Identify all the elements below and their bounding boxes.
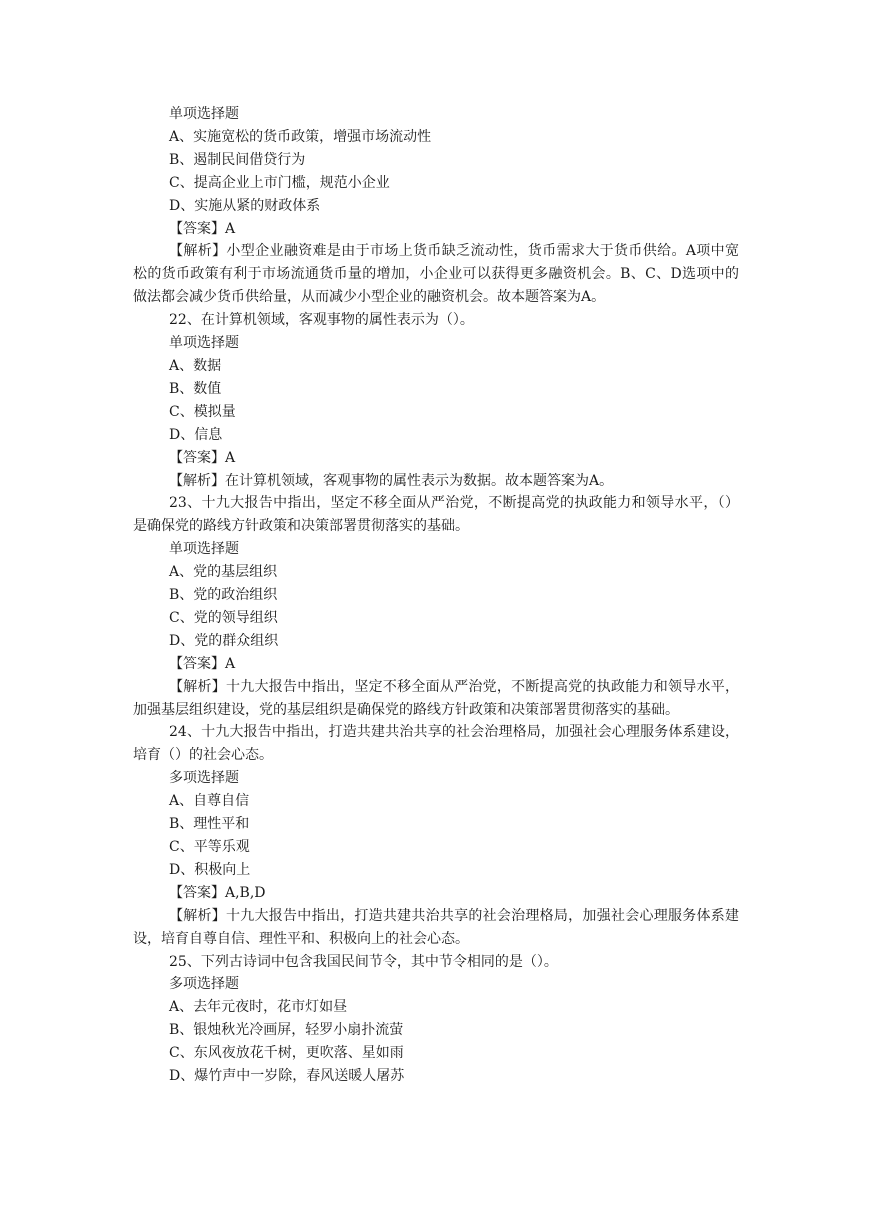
option-d: D、实施从紧的财政体系 (169, 197, 321, 214)
option-c: C、模拟量 (169, 403, 236, 420)
option-a: A、去年元夜时，花市灯如昼 (169, 999, 348, 1016)
question-type: 单项选择题 (169, 541, 239, 558)
option-c: C、东风夜放花千树，更吹落、星如雨 (169, 1045, 404, 1062)
question-type: 多项选择题 (169, 976, 239, 993)
question-24 (133, 721, 739, 950)
question-25 (133, 951, 739, 1088)
option-b: B、党的政治组织 (169, 587, 278, 604)
option-b: B、理性平和 (169, 816, 250, 833)
analysis: 【解析】十九大报告中指出，打造共建共治共享的社会治理格局，加强社会心理服务体系建设，培育自尊自信、理性平和、积极向上的社会心态。 (133, 907, 739, 947)
answer: 【答案】A (169, 655, 236, 672)
option-a: A、数据 (169, 357, 222, 374)
answer: 【答案】A,B,D (169, 884, 266, 901)
answer: 【答案】A (169, 220, 236, 237)
question-type: 多项选择题 (169, 770, 239, 787)
option-b: B、数值 (169, 380, 222, 397)
option-a: A、自尊自信 (169, 793, 250, 810)
option-b: B、遏制民间借贷行为 (169, 151, 306, 168)
question-21 (133, 103, 739, 309)
option-d: D、信息 (169, 426, 223, 443)
question-stem: 24、十九大报告中指出，打造共建共治共享的社会治理格局，加强社会心理服务体系建设，培育（）的社会心态。 (133, 724, 739, 764)
question-stem: 25、下列古诗词中包含我国民间节令，其中节令相同的是（）。 (169, 953, 558, 970)
option-a: A、实施宽松的货币政策，增强市场流动性 (169, 128, 432, 145)
question-stem: 22、在计算机领域，客观事物的属性表示为（）。 (169, 312, 474, 329)
option-a: A、党的基层组织 (169, 564, 278, 581)
analysis: 【解析】小型企业融资难是由于市场上货币缺乏流动性，货币需求大于货币供给。A项中宽松的货币政策有利于市场流通货币量的增加，小企业可以获得更多融资机会。B、C、D选项中的做法都会减少货币供给量，从而减少小型企业的融资机会。故本题答案为A。 (133, 243, 739, 306)
option-d: D、党的群众组织 (169, 632, 279, 649)
option-c: C、平等乐观 (169, 839, 250, 855)
option-d: D、积极向上 (169, 861, 251, 878)
question-type: 单项选择题 (169, 335, 239, 352)
analysis: 【解析】在计算机领域，客观事物的属性表示为数据。故本题答案为A。 (169, 472, 614, 489)
option-c: C、提高企业上市门槛，规范小企业 (169, 174, 390, 191)
option-b: B、银烛秋光冷画屏，轻罗小扇扑流萤 (169, 1022, 404, 1039)
analysis: 【解析】十九大报告中指出，坚定不移全面从严治党，不断提高党的执政能力和领导水平，加强基层组织建设，党的基层组织是确保党的路线方针政策和决策部署贯彻落实的基础。 (133, 678, 739, 718)
question-23 (133, 492, 739, 721)
question-22 (133, 309, 739, 492)
option-d: D、爆竹声中一岁除，春风送暖人屠苏 (169, 1068, 405, 1085)
question-type: 单项选择题 (169, 106, 239, 122)
option-c: C、党的领导组织 (169, 609, 278, 626)
question-stem: 23、十九大报告中指出，坚定不移全面从严治党，不断提高党的执政能力和领导水平，（）是确保党的路线方针政策和决策部署贯彻落实的基础。 (133, 495, 739, 535)
question-content (133, 103, 739, 1088)
answer: 【答案】A (169, 449, 236, 466)
